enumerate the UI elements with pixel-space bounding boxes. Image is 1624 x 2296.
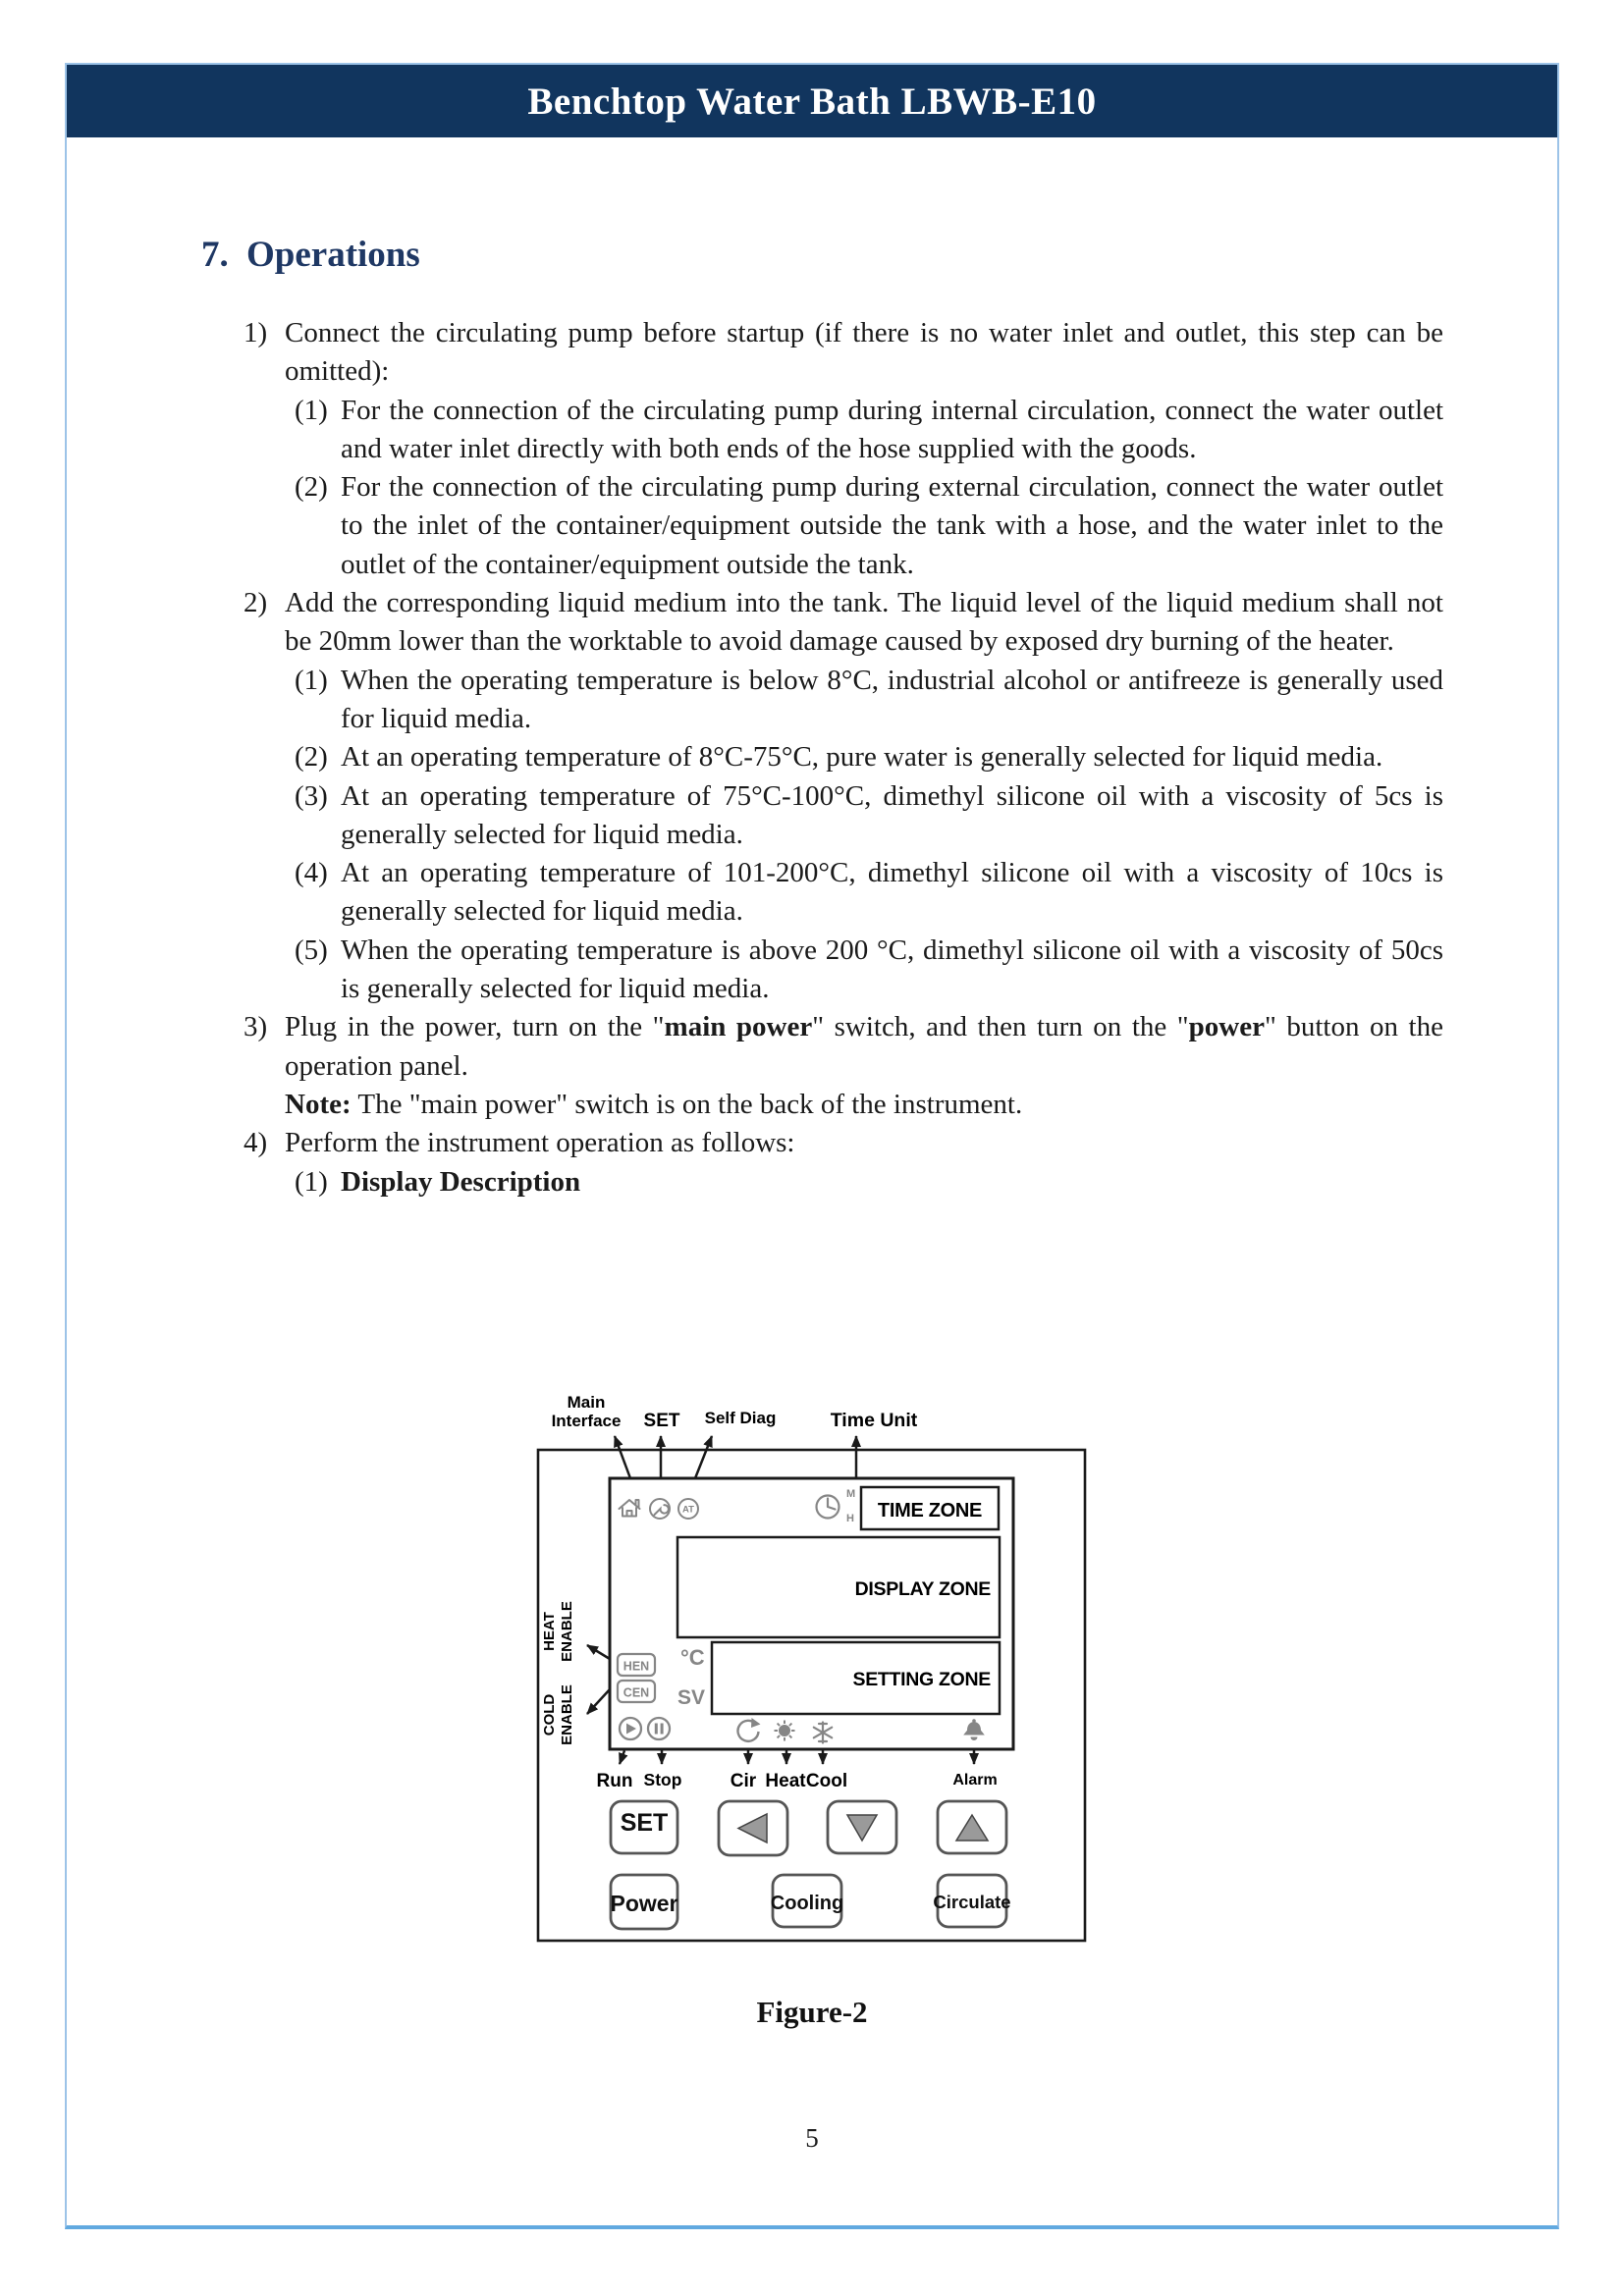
text-segment: For the connection of the circulating pump during internal circulation, connect the water outlet and water inlet directly with both ends of the hose supplied with the goods.	[341, 394, 1443, 464]
list-item-text	[341, 1166, 580, 1198]
sub-list-item	[295, 777, 1443, 855]
svg-text:Power: Power	[610, 1891, 678, 1916]
heat-sun-icon	[775, 1721, 795, 1741]
stop-pause-icon	[648, 1718, 670, 1739]
page-title: Benchtop Water Bath LBWB-E10	[527, 80, 1097, 123]
set-button	[611, 1801, 677, 1853]
page-header-bar	[67, 65, 1557, 137]
section-heading	[201, 234, 420, 276]
run-arrow	[620, 1751, 624, 1765]
cold-enable-label: ENABLE	[559, 1684, 575, 1745]
bold-text-segment: power	[1188, 1011, 1265, 1043]
bold-text-segment: Display Description	[341, 1165, 581, 1198]
list-marker: 3)	[244, 1011, 268, 1043]
alarm-label: Alarm	[952, 1772, 998, 1789]
list-item-text	[285, 317, 1443, 387]
list-marker: 1)	[244, 317, 268, 348]
text-segment: At an operating temperature of 75°C-100°C, dimethyl silicone oil with a viscosity of 5cs is generally selected for liquid media.	[341, 779, 1443, 850]
home-icon	[620, 1500, 640, 1517]
time-zone-label: TIME ZONE	[877, 1500, 983, 1522]
list-marker: 4)	[244, 1127, 268, 1159]
text-segment: Add the corresponding liquid medium into the tank. The liquid level of the liquid medium shall not be 20mm lower than the worktable to avoid damage caused by exposed dry burning of the heater.	[285, 587, 1443, 658]
list-item-text	[285, 1011, 1443, 1081]
stop-label: Stop	[643, 1770, 682, 1789]
heat-label: Heat	[765, 1771, 806, 1791]
svg-text:Cooling: Cooling	[770, 1893, 844, 1914]
cool-label: Cool	[805, 1771, 848, 1791]
main-interface-label: Interface	[551, 1412, 622, 1430]
alarm-bell-icon	[963, 1719, 985, 1740]
svg-text:HEN: HEN	[623, 1659, 650, 1674]
sub-list-item	[295, 662, 1443, 739]
text-segment: At an operating temperature of 8°C-75°C, pure water is generally selected for liquid media.	[341, 741, 1383, 774]
clock-icon	[817, 1488, 856, 1524]
section-number: 7.	[201, 235, 229, 275]
note-paragraph	[285, 1086, 1443, 1124]
heat-enable-label: ENABLE	[559, 1601, 575, 1662]
text-segment: When the operating temperature is below 8°C, industrial alcohol or antifreeze is generally used for liquid media.	[341, 664, 1443, 734]
list-item-text	[341, 780, 1443, 850]
text-segment: At an operating temperature of 101-200°C, dimethyl silicone oil with a viscosity of 10cs is generally selected for liquid media.	[341, 857, 1443, 928]
cen-indicator	[618, 1681, 655, 1702]
sub-list-item	[295, 392, 1443, 469]
list-item-text	[285, 1127, 794, 1158]
svg-text:Circulate: Circulate	[933, 1892, 1011, 1912]
sub-list-item	[295, 932, 1443, 1009]
run-label: Run	[596, 1771, 633, 1791]
sv-label: SV	[677, 1686, 706, 1709]
page-number: 5	[805, 2123, 819, 2153]
list-item	[244, 584, 1443, 1008]
text-segment: " button on the operation panel.	[285, 1011, 1443, 1082]
list-item-text	[341, 741, 1382, 773]
left-arrow-button	[719, 1801, 787, 1855]
list-item-text	[341, 471, 1443, 580]
panel-outline	[538, 1450, 1085, 1941]
text-segment: The "main power" switch is on the back of the instrument.	[351, 1088, 1023, 1120]
celsius-label: °C	[680, 1645, 705, 1670]
figure-caption: Figure-2	[756, 1995, 868, 2029]
bold-text-segment: Note:	[285, 1088, 352, 1120]
list-item	[244, 314, 1443, 584]
circulate-button	[933, 1875, 1010, 1927]
list-marker: (1)	[295, 1165, 328, 1198]
list-item	[244, 1124, 1443, 1201]
run-play-icon	[620, 1718, 641, 1739]
self-diag-label: Self Diag	[704, 1409, 777, 1427]
setting-zone-label: SETTING ZONE	[852, 1669, 991, 1690]
svg-text:AT: AT	[682, 1504, 694, 1516]
list-marker: (1)	[295, 664, 328, 696]
set-wrench-icon	[650, 1499, 670, 1519]
text-segment: Perform the instrument operation as follows:	[285, 1127, 795, 1159]
sub-list-item	[295, 738, 1443, 776]
text-segment: When the operating temperature is above 200 °C, dimethyl silicone oil with a viscosity of 50cs is generally selected for liquid media.	[341, 934, 1443, 1005]
svg-text:CEN: CEN	[623, 1685, 650, 1700]
heat-enable-label: HEAT	[541, 1612, 558, 1651]
list-item-text	[341, 857, 1443, 927]
main-interface-arrow	[615, 1436, 630, 1478]
list-item-text	[341, 665, 1443, 734]
time-unit-minute: M	[846, 1488, 856, 1500]
cool-snowflake-icon	[814, 1723, 832, 1743]
time-unit-label: Time Unit	[830, 1410, 918, 1431]
sub-list-item	[295, 1163, 1443, 1201]
cir-label: Cir	[730, 1771, 757, 1791]
up-arrow-button	[938, 1801, 1006, 1853]
self-diag-at-icon	[678, 1499, 698, 1519]
figure-2-diagram	[535, 1390, 1095, 1957]
power-button	[610, 1875, 677, 1929]
text-segment: Connect the circulating pump before startup (if there is no water inlet and outlet, this step can be omitted):	[285, 317, 1443, 388]
list-marker: 2)	[244, 587, 268, 619]
section-title: Operations	[246, 235, 420, 275]
list-marker: (2)	[295, 471, 328, 504]
list-item	[244, 1008, 1443, 1124]
time-unit-hour: H	[846, 1513, 854, 1524]
down-arrow-button	[828, 1801, 896, 1853]
text-segment: For the connection of the circulating pump during external circulation, connect the water outlet to the inlet of the container/equipment outside the tank with a hose, and the water inlet to the outlet of the container/equipment outside the tank.	[341, 471, 1443, 580]
set-callout-label: SET	[643, 1411, 680, 1431]
list-marker: (2)	[295, 741, 328, 774]
text-segment: " switch, and then turn on the "	[812, 1011, 1189, 1043]
list-marker: (1)	[295, 394, 328, 426]
list-marker: (3)	[295, 779, 328, 812]
cooling-button	[771, 1875, 843, 1927]
list-item-text	[341, 934, 1443, 1004]
display-zone-label: DISPLAY ZONE	[854, 1578, 991, 1600]
sub-list-item	[295, 854, 1443, 932]
heat-enable-arrow	[587, 1645, 610, 1659]
sub-list-item	[295, 468, 1443, 584]
hen-indicator	[618, 1654, 655, 1676]
cold-enable-label: COLD	[541, 1693, 558, 1736]
list-marker: (5)	[295, 934, 328, 966]
list-item-text	[285, 587, 1443, 657]
svg-text:SET: SET	[620, 1809, 669, 1837]
main-interface-label: Main	[567, 1393, 606, 1412]
circulation-icon	[738, 1718, 761, 1741]
control-panel-diagram	[535, 1390, 1095, 1957]
text-segment: Plug in the power, turn on the "	[285, 1011, 665, 1043]
operations-list	[244, 314, 1443, 1201]
self-diag-arrow	[695, 1436, 712, 1478]
list-marker: (4)	[295, 857, 328, 889]
bold-text-segment: main power	[664, 1011, 813, 1043]
cold-enable-arrow	[587, 1689, 610, 1714]
list-item-text	[341, 395, 1443, 464]
